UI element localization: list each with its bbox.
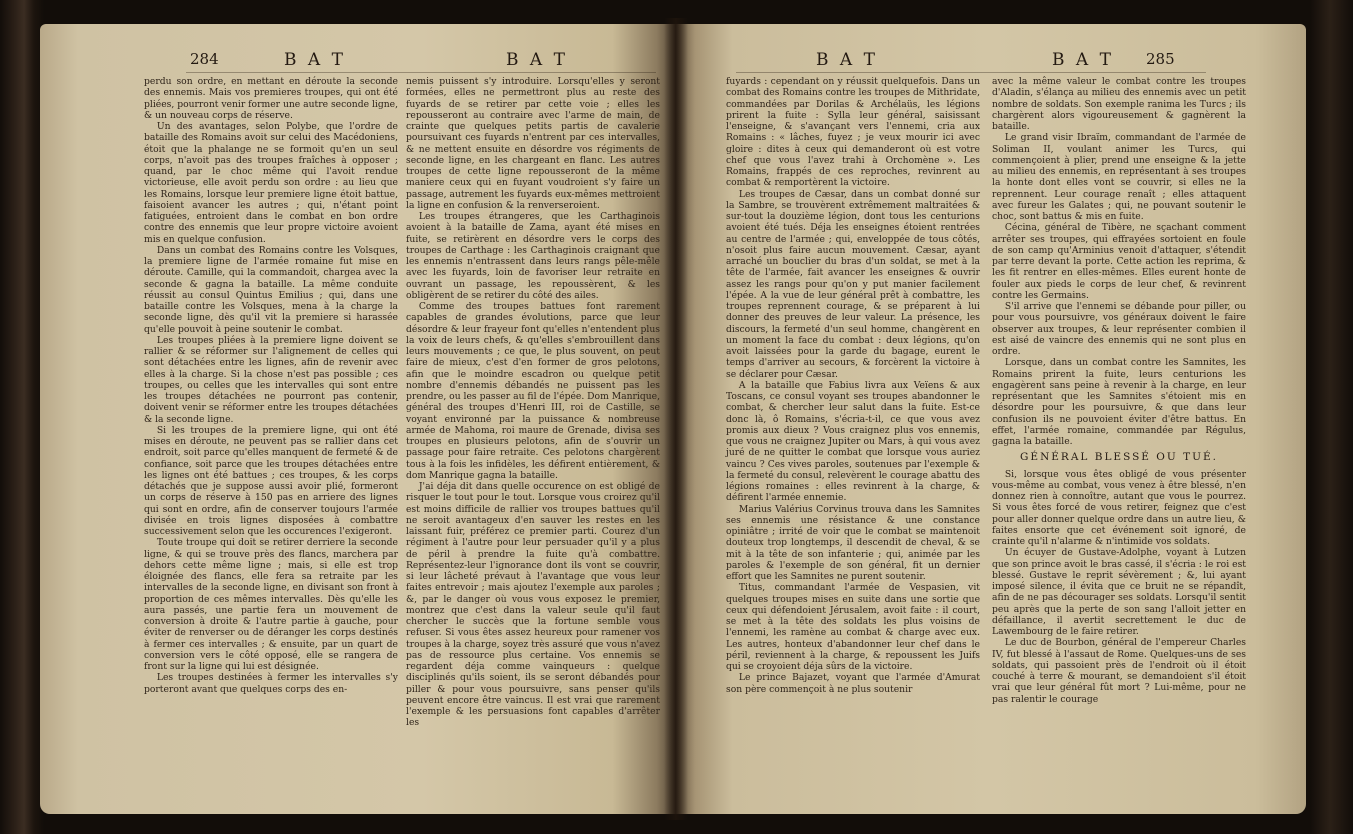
paragraph: Marius Valérius Corvinus trouva dans les Samnites ses ennemis une résistance & une constance opiniâtre ; irrité de voir que le combat se maintenoit douteux trop longtemps, il descendit de cheval, & se mit à la tête de son infanterie ; qui, animée par les paroles & l'exemple de son général, fit un dernier effort que les Samnites ne purent soutenir. [726, 503, 980, 582]
paragraph: Un des avantages, selon Polybe, que l'ordre de bataille des Romains avoit sur celui des Macédoniens, étoit que la phalange ne se formoit qu'en un seul corps, n'avoit pas des troupes fraîches à opposer ; quand, par le choc même qui l'avoit rendue victorieuse, elle avoit perdu son ordre : au lieu que les Romains, lorsque leur premiere ligne étoit battue, faisoient avancer les autres ; qui, n'étant point fatiguées, entroient dans le combat en bon ordre contre des ennemis que leur propre victoire avoient mis en quelque confusion. [144, 121, 398, 245]
running-head-left-1: B A T [284, 50, 346, 70]
section-title: GÉNÉRAL BLESSÉ OU TUÉ. [1020, 451, 1218, 464]
paragraph: nemis puissent s'y introduire. Lorsqu'elles y seront formées, elles ne permettront plus au reste des fuyards de se retirer par cette voie ; elles les repousseront au contraire avec l'arme de main, de crainte que quelques petits partis de cavalerie poursuivant ces fuyards n'entrent par ces intervalles, & ne mettent ensuite en désordre vos régiments de seconde ligne, en les chargeant en flanc. Les autres troupes de cette ligne repousseront de la même maniere ceux qui en fuyant voudroient s'y faire un passage, autrement les fuyards eux-mêmes mettroient la ligne en confusion & la renverseroient. [406, 76, 660, 211]
paragraph: perdu son ordre, en mettant en déroute la seconde des ennemis. Mais vos premieres troupes, qui ont été pliées, pourront venir former une autre seconde ligne, & un nouveau corps de réserve. [144, 76, 398, 121]
paragraph: Lorsque, dans un combat contre les Samnites, les Romains prirent la fuite, leurs centurions les engagèrent sans peine à revenir à la charge, en leur représentant que les Samnites s'étoient mis en désordre pour les poursuivre, & que dans leur confusion ils ne pouvoient éviter d'être battus. En effet, l'armée romaine, commandée par Régulus, gagna la bataille. [992, 357, 1246, 447]
paragraph: Le grand visir Ibraïm, commandant de l'armée de Soliman II, voulant animer les Turcs, qui commençoient à plier, prend une enseigne & la jette au milieu des ennemis, en représentant à ses troupes la honte dont elles vont se couvrir, si elles ne la reprennent. Leur courage renaît ; elles attaquent avec fureur les Galates ; qui, ne pouvant soutenir le choc, sont battus & mis en fuite. [992, 132, 1246, 222]
paragraph: Comme des troupes battues font rarement capables de grandes évolutions, parce que leur désordre & leur frayeur font qu'elles n'entendent plus la voix de leurs chefs, & qu'elles s'embrouillent dans leurs mouvements ; ce que, le plus souvent, on peut faire de mieux, c'est d'en former de gros pelotons, afin que le moindre escadron ou quelque petit nombre d'ennemis débandés ne puissent pas les prendre, ou les passer au fil de l'épée. Dom Manrique, général des troupes d'Henri III, roi de Castille, se voyant environné par la puissance & nombreuse armée de Mahoma, roi maure de Grenade, divisa ses troupes en plusieurs pelotons, afin de s'ouvrir un passage pour faire retraite. Ces pelotons chargèrent tous à la fois les infidèles, les défirent entièrement, & dom Manrique gagna la bataille. [406, 301, 660, 481]
header-rule-right [736, 72, 1206, 73]
paragraph: J'ai déja dit dans quelle occurence on est obligé de risquer le tout pour le tout. Lorsque vous croirez qu'il est moins difficile de rallier vos troupes battues qu'il ne seroit avantageux d'en sauver les restes en les laissant fuir, préférez ce premier parti. Courez d'un régiment à l'autre pour leur persuader qu'il y a plus de péril à prendre la fuite qu'à combattre. Représentez-leur l'ignorance dont ils vont se couvrir, si leur lâcheté prévaut à l'avantage que vous leur faites entrevoir ; mais ajoutez l'exemple aux paroles ; &, par le danger où vous vous exposez le premier, montrez que c'est dans la valeur seule qu'il faut chercher le succès que la fortune semble vous refuser. Si vous êtes assez heureux pour ramener vos troupes à la charge, soyez très assuré que vous n'avez pas de ressource plus certaine. Vos ennemis se regardent déja comme vainqueurs : quelque disciplinés qu'ils soient, ils se seront débandés pour piller & pour vous poursuivre, sans penser qu'ils peuvent encore être vaincus. Il est vrai que rarement l'exemple & les persuasions font capables d'arrêter les [406, 481, 660, 729]
paragraph: Dans un combat des Romains contre les Volsques, la premiere ligne de l'armée romaine fut mise en déroute. Camille, qui la commandoit, chargea avec la seconde & gagna la bataille. La même conduite réussit au consul Quintus Emilius ; qui, dans une bataille contre les Volsques, mena à la charge la seconde ligne, dès qu'il vit la premiere si harassée qu'elle pouvoit à peine soutenir le combat. [144, 244, 398, 335]
running-head-right-1: B A T [816, 50, 878, 70]
paragraph: avec la même valeur le combat contre les troupes d'Aladin, s'élança au milieu des ennemis avec un petit nombre de soldats. Son exemple ranima les Turcs ; ils chargèrent alors vigoureusement & gagnèrent la bataille. [992, 76, 1246, 132]
paragraph: fuyards : cependant on y réussit quelquefois. Dans un combat des Romains contre les troupes de Mithridate, commandées par Dorilas & Archélaüs, les légions prirent la fuite : Sylla leur général, saisissant l'enseigne, & s'avançant vers l'ennemi, cria aux Romains : « lâches, fuyez ; je veux mourir ici avec gloire : dites à ceux qui demanderont où est votre chef que vous l'avez trahi à Orchomène ». Les Romains, frappés de ces reproches, revinrent au combat & remportèrent la victoire. [726, 76, 980, 189]
paragraph: Toute troupe qui doit se retirer derriere la seconde ligne, & qui se trouve près des flancs, marchera par dehors cette même ligne ; mais, si elle est trop éloignée des flancs, elle fera sa retraite par les intervalles de la seconde ligne, en divisant son front à proportion de ces mêmes intervalles. Dès qu'elle les aura passés, une partie fera un mouvement de conversion à droite & l'autre partie à gauche, pour éviter de renverser ou de déranger les corps destinés à fermer ces intervalles ; & ensuite, par un quart de conversion vers le côté opposé, elle se rangera de front sur la ligne qui lui est désignée. [144, 537, 398, 672]
paragraph: Les troupes pliées à la premiere ligne doivent se rallier & se réformer sur l'alignement de celles qui sont détachées entre les lignes, afin de revenir avec elles à la charge. Si la chose n'est pas possible ; ces troupes, ou celles que les intervalles qui sont entre les troupes détachées ne pourront pas contenir, doivent venir se réformer entre les troupes détachées & la seconde ligne. [144, 334, 398, 425]
left-column-1 [144, 76, 398, 695]
paragraph: Si, lorsque vous êtes obligé de vous présenter vous-même au combat, vous venez à être blessé, n'en donnez rien à connoître, autant que vous le pourrez. Si vous êtes forcé de vous retirer, feignez que c'est pour aller donner quelque ordre dans un autre lieu, & faites ensorte que cet événement soit ignoré, de crainte qu'il n'alarme & n'intimide vos soldats. [992, 468, 1246, 547]
right-page [676, 24, 1306, 814]
paragraph: Si les troupes de la premiere ligne, qui ont été mises en déroute, ne peuvent pas se rallier dans cet endroit, soit parce qu'elles manquent de fermeté & de confiance, soit parce que les troupes détachées entre les lignes ont été battues ; ces troupes, & les corps détachés que je suppose aussi avoir plié, formeront un corps de réserve à 150 pas en arriere des lignes qui sont en ordre, afin de conserver toujours l'armée divisée en trois lignes disposées à combattre successivement selon que les occurences l'exigeront. [144, 424, 398, 537]
running-head-left-2: B A T [506, 50, 568, 70]
paragraph: Les troupes destinées à fermer les intervalles s'y porteront avant que quelques corps des en- [144, 672, 398, 695]
left-page [40, 24, 676, 814]
paragraph: Cécina, général de Tibère, ne sçachant comment arrêter ses troupes, qui effrayées sortoient en foule de son camp qu'Arminius venoit d'attaquer, s'étendit par terre devant la porte. Cette action les reprima, & les fit rentrer en elles-mêmes. Elles eurent honte de fouler aux pieds le corps de leur chef, & revinrent contre les Germains. [992, 222, 1246, 301]
paragraph: Un écuyer de Gustave-Adolphe, voyant à Lutzen que son prince avoit le bras cassé, il s'écria : le roi est blessé. Gustave le reprit sévèrement ; &, lui ayant imposé silence, il évita que ce bruit ne se répandît, afin de ne pas décourager ses soldats. Lorsqu'il sentit peu après que la perte de son sang l'alloit jetter en défaillance, il avertit secrettement le duc de Lawembourg de le faire retirer. [992, 547, 1246, 637]
paragraph: Les troupes de Cæsar, dans un combat donné sur la Sambre, se trouvèrent extrêmement maltraitées & sur-tout la douzième légion, dont tous les centurions avoient été tués. Déja les enseignes étoient rentrées au centre de l'armée ; qui, enveloppée de tous côtés, n'osoit plus faire aucun mouvement. Cæsar, ayant arraché un bouclier du bras d'un soldat, se met à la tête de l'armée, fait avancer les enseignes & ouvrir assez les rangs pour qu'on y put manier facilement l'épée. A la vue de leur général prêt à combattre, les troupes reprennent courage, & se préparent à lui donner des preuves de leur valeur. La présence, les discours, la fermeté d'un seul homme, changèrent en un moment la face du combat : deux légions, qu'on avoit laissées pour la garde du bagage, eurent le temps d'arriver au secours, & forcèrent la victoire à se déclarer pour Cæsar. [726, 188, 980, 380]
page-number-left: 284 [190, 50, 219, 68]
paragraph: Titus, commandant l'armée de Vespasien, vit quelques troupes mises en suite dans une sortie que ceux qui défendoient Jérusalem, avoit faite : il court, se met à la tête des soldats les plus voisins de l'ennemi, les ramène au combat & charge avec eux. Les autres, honteux d'abandonner leur chef dans le péril, reviennent à la charge, & repoussent les Juifs qui se croyoient déja sûrs de la victoire. [726, 582, 980, 672]
paragraph: Le prince Bajazet, voyant que l'armée d'Amurat son père commençoit à ne plus soutenir [726, 672, 980, 695]
right-column-2 [992, 76, 1246, 705]
paragraph: Le duc de Bourbon, général de l'empereur Charles IV, fut blessé à l'assaut de Rome. Quelques-uns de ses soldats, qui passoient près de l'endroit où il étoit couché à terre & mourant, se demandoient s'il étoit vrai que leur général fût mort ? Lui-même, pour ne pas ralentir le courage [992, 637, 1246, 705]
right-column-1 [726, 76, 980, 695]
paragraph: Les troupes étrangeres, que les Carthaginois avoient à la bataille de Zama, ayant été mises en fuite, se retirèrent en désordre vers le corps des troupes de Carthage : les Carthaginois craignant que les ennemis n'entrassent dans leurs rangs pêle-mêle avec les fuyards, loin de favoriser leur retraite en ouvrant un passage, les repoussèrent, & les obligèrent de se retirer du côté des ailes. [406, 211, 660, 301]
book-gutter [664, 18, 688, 820]
paragraph: S'il arrive que l'ennemi se débande pour piller, ou pour vous poursuivre, vos généraux doivent le faire observer aux troupes, & leur représenter combien il est aisé de vaincre des ennemis qui ne sont plus en ordre. [992, 301, 1246, 357]
header-rule-left [186, 72, 656, 73]
paragraph: A la bataille que Fabius livra aux Veïens & aux Toscans, ce consul voyant ses troupes abandonner le combat, & chercher leur salut dans la fuite. Est-ce donc là, ô Romains, s'écria-t-il, ce que vous avez promis aux dieux ? Vous craignez plus vos ennemis, que vous ne craignez Jupiter ou Mars, à qui vous avez juré de ne quitter le combat que lorsque vous auriez vaincu ? Ces vives paroles, soutenues par l'exemple & la fermeté du consul, relevèrent le courage abattu des légions romaines : elles revinrent à la charge, & défirent l'armée ennemie. [726, 379, 980, 504]
page-number-right: 285 [1146, 50, 1175, 68]
left-column-2 [406, 76, 660, 729]
running-head-right-2: B A T [1052, 50, 1114, 70]
